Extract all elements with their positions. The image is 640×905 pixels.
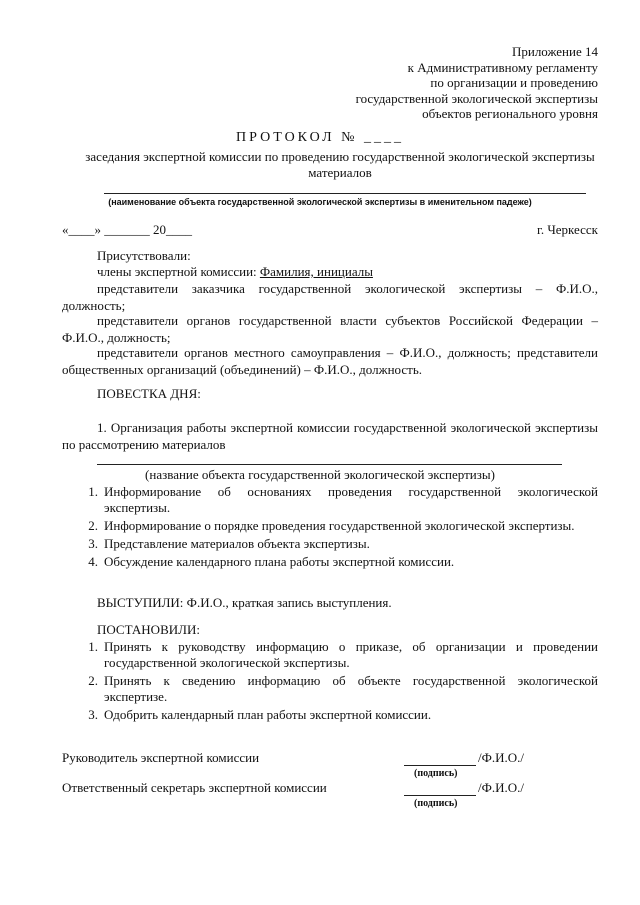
list-item-text: Представление материалов объекта экспертизы. [104,536,370,551]
list-item-number: 2. [88,518,98,533]
agenda-object-caption: (название объекта государственной экологической экспертизы) [145,467,495,482]
secretary-signature-line [404,795,476,796]
head-signature-label: Руководитель экспертной комиссии [62,750,260,765]
gov-representatives: представители органов государственной власти субъектов Российской Федерации – Ф.И.О., должность; [62,313,598,345]
protocol-subtitle: заседания экспертной комиссии по проведению государственной экологической экспертизы материалов [85,149,595,180]
list-item-text: Одобрить календарный план работы экспертной комиссии. [104,707,432,722]
list-item-text: Информирование об основаниях проведения государственной экологической экспертизы. [104,484,598,515]
local-representatives: представители органов местного самоуправления – Ф.И.О., должность; представители общественных организаций (объединений) – Ф.И.О., должность. [62,345,598,377]
members-label: члены экспертной комиссии: [97,264,260,279]
list-item-number: 2. [88,673,98,688]
list-item-text: Обсуждение календарного плана работы экспертной комиссии. [104,554,455,569]
list-item [62,707,598,723]
appendix-line: по организации и проведению [430,75,598,90]
secretary-signature-caption: (подпись) [414,798,458,809]
appendix-header [356,44,598,122]
head-fio: /Ф.И.О./ [478,750,525,765]
list-item [62,518,598,534]
list-item-text: Принять к руководству информацию о приказе, об организации и проведении государственной экологической экспертизы. [104,639,598,670]
decisions-heading: ПОСТАНОВИЛИ: [97,622,200,637]
city: г. Черкесск [536,222,598,237]
members-line [97,264,373,280]
agenda-heading: ПОВЕСТКА ДНЯ: [97,386,201,401]
present-heading: Присутствовали: [97,248,191,263]
decisions-list [62,639,598,725]
head-signature-caption: (подпись) [414,768,458,779]
secretary-signature-label: Ответственный секретарь экспертной комиссии [62,780,327,795]
appendix-line: объектов регионального уровня [422,106,598,121]
list-item-number: 3. [88,707,98,722]
protocol-title: ПРОТОКОЛ № ____ [236,130,404,145]
speakers-line: ВЫСТУПИЛИ: Ф.И.О., краткая запись выступления. [97,595,392,610]
list-item-number: 3. [88,536,98,551]
appendix-line: Приложение 14 [511,44,598,59]
secretary-fio: /Ф.И.О./ [478,780,525,795]
list-item-text: Принять к сведению информацию об объекте государственной экологической экспертизе. [104,673,598,704]
list-item-number: 4. [88,554,98,569]
head-signature-line [404,765,476,766]
list-item-number: 1. [88,484,98,499]
list-item [62,673,598,705]
agenda-list [62,484,598,572]
list-item [62,639,598,671]
list-item [62,484,598,516]
agenda-object-line [97,464,562,465]
customer-representatives: представители заказчика государственной экологической экспертизы – Ф.И.О., должность; [62,281,598,313]
list-item-text: Информирование о порядке проведения государственной экологической экспертизы. [104,518,575,533]
agenda-intro: 1. Организация работы экспертной комиссии государственной экологической экспертизы по рассмотрению материалов [62,420,598,452]
appendix-line: к Административному регламенту [407,59,598,75]
date-line: «____» _______ 20____ [62,222,192,237]
object-name-caption: (наименование объекта государственной экологической экспертизы в именительном падеже) [108,197,532,207]
list-item-number: 1. [88,639,98,654]
list-item [62,554,598,570]
appendix-line: государственной экологической экспертизы [355,90,598,106]
object-name-line [104,193,586,194]
list-item [62,536,598,552]
members-value: Фамилия, инициалы [259,264,373,279]
